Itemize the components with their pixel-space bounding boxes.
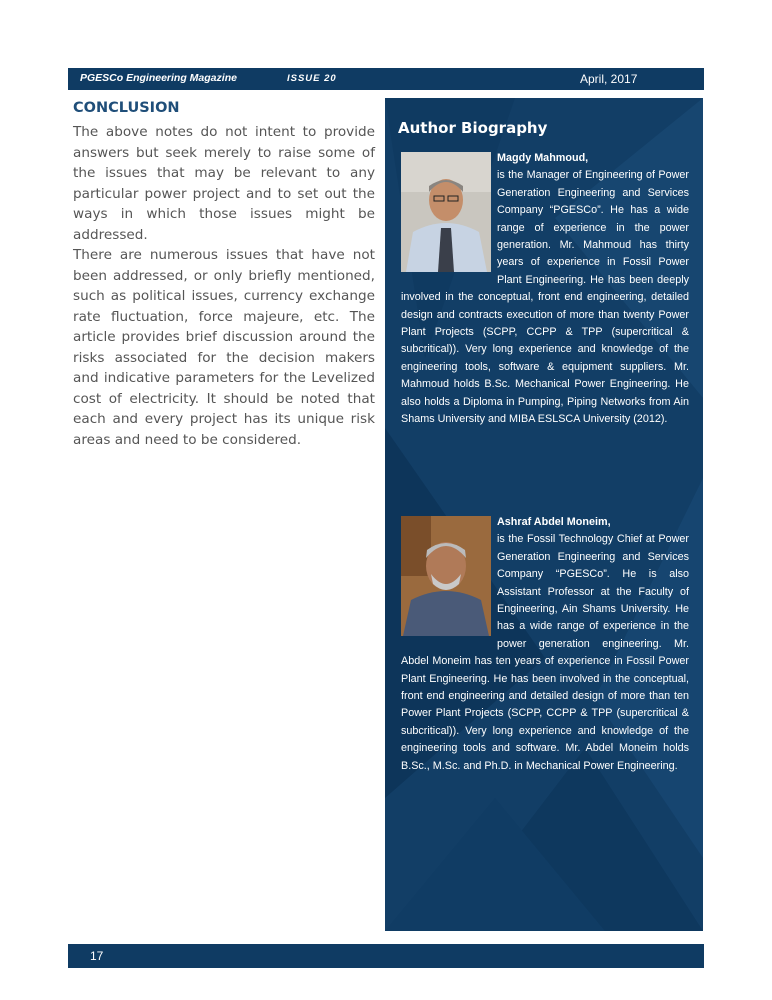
author-name: Magdy Mahmoud, (497, 152, 589, 164)
author-bio-magdy (401, 150, 689, 429)
conclusion-paragraph-1: The above notes do not intent to provide answers but seek merely to raise some of the issues that may be relevant to any particular power project and to set out the ways in which those issues might be addressed. (73, 124, 375, 243)
conclusion-section (73, 100, 375, 450)
conclusion-paragraph-2: There are numerous issues that have not been addressed, or only briefly mentioned, such as political issues, currency exchange rate fluctuation, force majeure, etc. The article provides brief discussion around the risks associated for the decision makers and indicative parameters for the Levelized cost of electricity. It should be noted that each and every project has its unique risk areas and need to be considered. (73, 247, 375, 448)
magazine-title: PGESCo Engineering Magazine (80, 72, 237, 84)
author-photo (401, 516, 491, 636)
author-bio-ashraf (401, 514, 689, 775)
header-bar (68, 68, 704, 90)
issue-number: ISSUE 20 (287, 73, 337, 84)
page-number: 17 (90, 949, 104, 963)
author-bio-text: is the Manager of Engineering of Power Generation Engineering and Services Company “PGESCo”. He has a wide range of experience in the power generation. Mr. Mahmoud has thirty years of experience in Fossil Power Plant Engineering. He has been deeply involved in the conceptual, front end engineering, detailed design and contracts execution of more than twenty Power Plant Projects (SCPP, CCPP & TPP (supercritical & subcritical)). Very long experience and knowledge of the engineering tools, software & equipment suppliers. Mr. Mahmoud holds B.Sc. Mechanical Power Engineering. He also holds a Diploma in Pumping, Piping Networks from Ain Shams University and MIBA ESLSCA University (2012). (401, 169, 689, 426)
biography-heading: Author Biography (398, 119, 548, 137)
author-biography-panel (385, 98, 703, 931)
issue-date: April, 2017 (580, 72, 638, 86)
author-name: Ashraf Abdel Moneim, (497, 516, 611, 528)
section-title: CONCLUSION (73, 100, 180, 116)
author-photo (401, 152, 491, 272)
footer-bar (68, 944, 704, 968)
author-bio-text: is the Fossil Technology Chief at Power Generation Engineering and Services Company “PGESCo”. He is also Assistant Professor at the Faculty of Engineering, Ain Shams University. He has a wide range of experience in the power generation engineering. Mr. Abdel Moneim has ten years of experience in Fossil Power Plant Engineering. He has been involved in the conceptual, front end engineering and detailed design of more than ten Power Plant Projects (SCPP, CCPP & TPP (supercritical & subcritical)). Very long experience and knowledge of the engineering tools and software. Mr. Abdel Moneim holds B.Sc., M.Sc. and Ph.D. in Mechanical Power Engineering. (401, 533, 689, 772)
